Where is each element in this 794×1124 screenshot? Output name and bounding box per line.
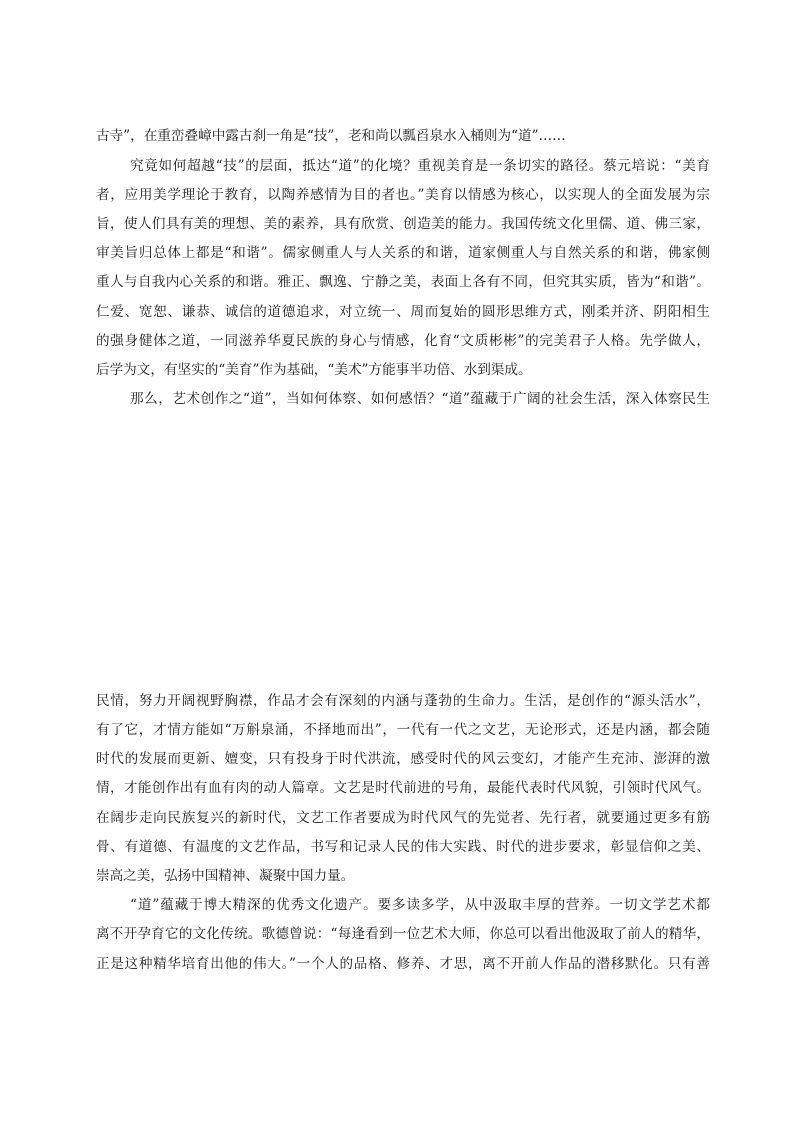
paragraph-line: 那么，艺术创作之“道”，当如何体察、如何感悟？“道”蕴藏于广阔的社会生活，深入体察民生 <box>130 391 710 407</box>
paragraph-line: 有了它，才情方能如“万斛泉涌，不择地而出”，一代有一代之文艺，无论形式，还是内涵，都会随 <box>96 722 710 738</box>
paragraph-line: “道”蕴藏于博大精深的优秀文化遗产。要多读多学，从中汲取丰厚的营养。一切文学艺术都 <box>130 897 710 913</box>
paragraph-line: 崇高之美，弘扬中国精神、凝聚中国力量。 <box>96 868 355 884</box>
paragraph-line: 古寺”，在重峦叠嶂中露古刹一角是“技”，老和尚以瓢舀泉水入桶则为“道”…… <box>96 128 566 144</box>
paragraph-line: 后学为文，有坚实的“美育”作为基础，“美术”方能事半功倍、水到渠成。 <box>96 362 532 378</box>
paragraph-line: 的强身健体之道，一同滋养华夏民族的身心与情感，化育“文质彬彬”的完美君子人格。先学做人， <box>96 333 710 349</box>
paragraph-line: 审美旨归总体上都是“和谐”。儒家侧重人与人关系的和谐，道家侧重人与自然关系的和谐，佛家侧 <box>96 245 710 261</box>
paragraph-line: 重人与自我内心关系的和谐。雅正、飘逸、宁静之美，表面上各有不同，但究其实质，皆为“和谐”。 <box>96 274 710 290</box>
paragraph-line: 正是这种精华培育出他的伟大。”一个人的品格、修养、才思，离不开前人作品的潜移默化。只有善 <box>96 956 710 972</box>
paragraph-line: 情，才能创作出有血有肉的动人篇章。文艺是时代前进的号角，最能代表时代风貌，引领时代风气。 <box>96 780 710 796</box>
paragraph-line: 在阔步走向民族复兴的新时代，文艺工作者要成为时代风气的先觉者、先行者，就要通过更多有筋 <box>96 810 710 826</box>
paragraph-line: 离不开孕育它的文化传统。歌德曾说：“每逢看到一位艺术大师，你总可以看出他汲取了前人的精华， <box>96 926 710 942</box>
paragraph-line: 旨，使人们具有美的理想、美的素养，具有欣赏、创造美的能力。我国传统文化里儒、道、佛三家， <box>96 216 710 232</box>
paragraph-line: 骨、有道德、有温度的文艺作品，书写和记录人民的伟大实践、时代的进步要求，彰显信仰之美、 <box>96 839 710 855</box>
paragraph-line: 民情，努力开阔视野胸襟，作品才会有深刻的内涵与蓬勃的生命力。生活，是创作的“源头活水”， <box>96 693 710 709</box>
paragraph-line: 者，应用美学理论于教育，以陶养感情为目的者也。”美育以情感为核心，以实现人的全面发展为宗 <box>96 187 710 203</box>
paragraph-line: 究竟如何超越“技”的层面，抵达“道”的化境？重视美育是一条切实的路径。蔡元培说：“美育 <box>130 158 710 174</box>
paragraph-line: 仁爱、宽恕、谦恭、诚信的道德追求，对立统一、周而复始的圆形思维方式，刚柔并济、阴阳相生 <box>96 304 710 320</box>
paragraph-line: 时代的发展而更新、嬗变，只有投身于时代洪流，感受时代的风云变幻，才能产生充沛、澎湃的激 <box>96 751 710 767</box>
